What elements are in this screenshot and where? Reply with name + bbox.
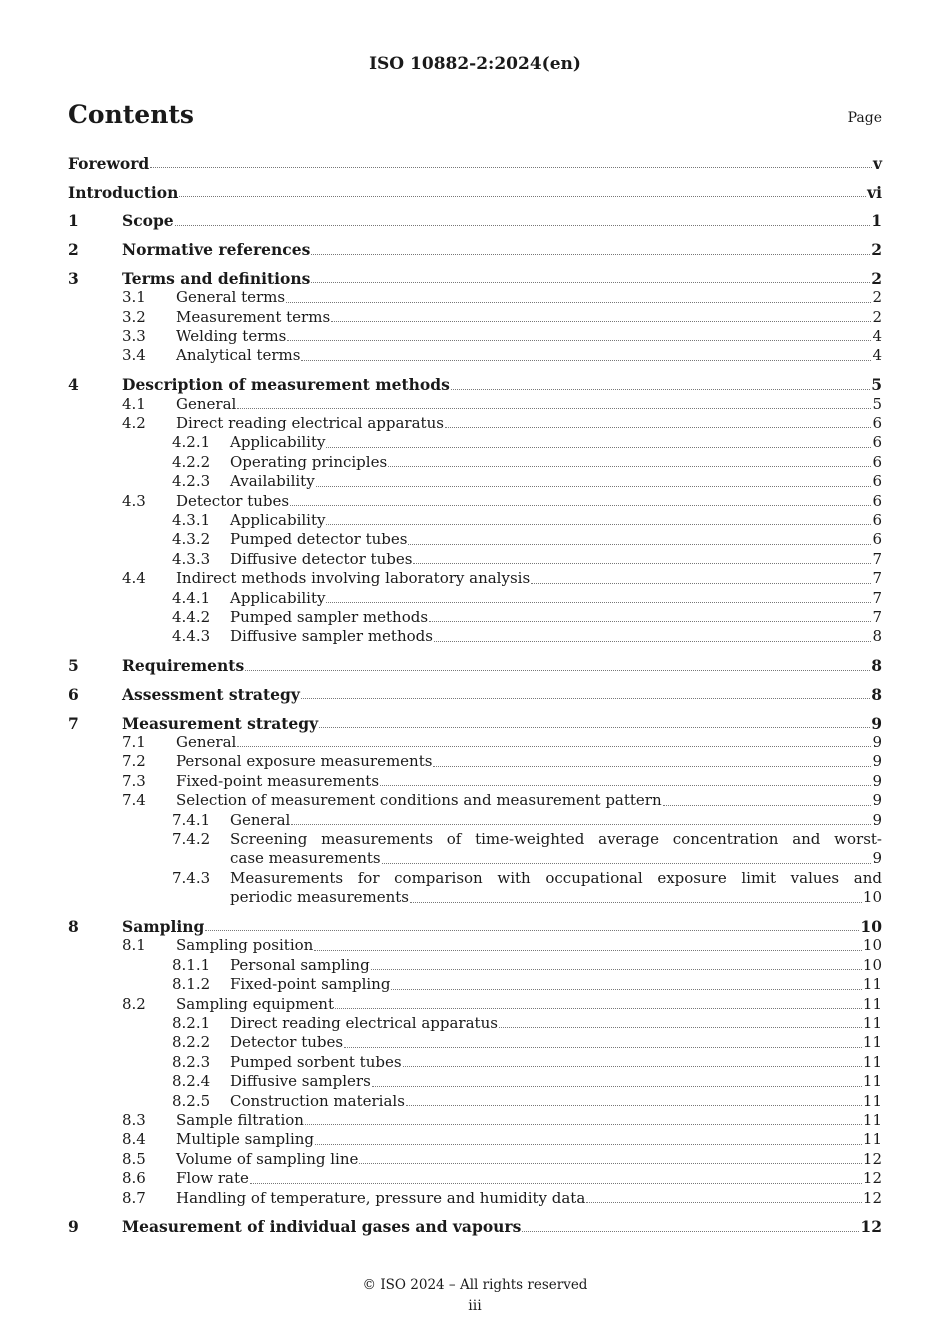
toc-entry-title: Sampling equipment bbox=[176, 994, 334, 1013]
toc-entry-7[interactable] bbox=[68, 714, 882, 733]
leader-dots bbox=[531, 583, 871, 584]
toc-entry-number: 8.2.4 bbox=[172, 1072, 211, 1091]
toc-entry-title-line1: Measurements for comparison with occupational exposure limit values and bbox=[230, 868, 882, 887]
toc-entry-title: Availability bbox=[230, 472, 315, 491]
toc-entry-page: 12 bbox=[862, 1169, 882, 1188]
toc-entry-page: 10 bbox=[862, 955, 882, 974]
toc-entry-number: 4.4 bbox=[122, 569, 146, 588]
toc-entry-title: General terms bbox=[176, 288, 286, 307]
leader-dots bbox=[326, 447, 871, 448]
toc-entry-number: 7.2 bbox=[122, 752, 146, 771]
toc-entry-page: 1 bbox=[871, 211, 882, 231]
toc-entry-title: Sample filtration bbox=[176, 1110, 304, 1129]
leader-dots bbox=[250, 1183, 862, 1184]
toc-entry-number: 8.2.3 bbox=[172, 1052, 211, 1071]
toc-entry-title: Diffusive samplers bbox=[230, 1072, 371, 1091]
toc-entry-page: 2 bbox=[871, 240, 882, 260]
leader-dots bbox=[316, 486, 872, 487]
page-column-label: Page bbox=[847, 110, 882, 126]
toc-entry-8-2-1[interactable] bbox=[68, 1014, 882, 1033]
toc-entry-8-5[interactable] bbox=[68, 1150, 882, 1169]
toc-entry-title: Applicability bbox=[230, 433, 326, 452]
toc-entry-title: Applicability bbox=[230, 588, 326, 607]
toc-entry-title: Personal exposure measurements bbox=[176, 752, 433, 771]
toc-entry-page: 7 bbox=[872, 549, 882, 568]
leader-dots bbox=[434, 641, 871, 642]
toc-entry-title: Pumped sorbent tubes bbox=[230, 1052, 402, 1071]
toc-entry-title: Multiple sampling bbox=[176, 1130, 315, 1149]
toc-entry-number: 8.3 bbox=[122, 1110, 146, 1129]
toc-entry-number: 9 bbox=[68, 1217, 79, 1237]
toc-entry-page: 8 bbox=[872, 627, 882, 646]
toc-entry-page: 10 bbox=[862, 888, 882, 907]
toc-entry-4-4[interactable] bbox=[68, 569, 882, 588]
toc-entry-8-4[interactable] bbox=[68, 1130, 882, 1149]
toc-entry-number: 8.2.1 bbox=[172, 1013, 211, 1032]
leader-dots bbox=[326, 524, 871, 525]
toc-entry-title: Foreword bbox=[68, 154, 150, 173]
toc-entry-4-2[interactable] bbox=[68, 414, 882, 433]
toc-entry-number: 4.2 bbox=[122, 413, 146, 432]
toc-entry-page: 4 bbox=[872, 346, 882, 365]
toc-entry-title: Sampling bbox=[122, 916, 205, 936]
toc-entry-title: Fixed-point sampling bbox=[230, 975, 391, 994]
toc-entry-page: 12 bbox=[860, 1217, 882, 1237]
leader-dots bbox=[237, 746, 871, 747]
toc-entry-3-2[interactable] bbox=[68, 308, 882, 327]
toc-entry-title: Personal sampling bbox=[230, 955, 370, 974]
toc-entry-8-2-3[interactable] bbox=[68, 1053, 882, 1072]
leader-dots bbox=[179, 196, 866, 197]
toc-entry-continuation[interactable] bbox=[68, 849, 882, 868]
toc-entry-3-4[interactable] bbox=[68, 346, 882, 365]
table-of-contents bbox=[68, 154, 882, 1237]
toc-entry-title: Sampling position bbox=[176, 936, 314, 955]
toc-entry-title: Direct reading electrical apparatus bbox=[230, 1013, 498, 1032]
toc-entry-number: 4.4.3 bbox=[172, 627, 211, 646]
toc-entry-page: 9 bbox=[872, 849, 882, 868]
leader-dots bbox=[382, 863, 872, 864]
toc-entry-number: 7.4 bbox=[122, 791, 146, 810]
toc-entry-page: 12 bbox=[862, 1149, 882, 1168]
toc-entry-page: 9 bbox=[872, 810, 882, 829]
toc-entry-number: 3.4 bbox=[122, 346, 146, 365]
toc-entry-page: 11 bbox=[862, 1033, 882, 1052]
toc-entry-title: Operating principles bbox=[230, 452, 388, 471]
toc-entry-8-2-5[interactable] bbox=[68, 1092, 882, 1111]
leader-dots bbox=[314, 950, 862, 951]
toc-entry-page: 5 bbox=[872, 394, 882, 413]
leader-dots bbox=[331, 321, 871, 322]
toc-entry-title: Assessment strategy bbox=[122, 684, 300, 704]
toc-entry-1[interactable] bbox=[68, 211, 882, 230]
toc-entry-page: 2 bbox=[872, 307, 882, 326]
toc-entry-9[interactable] bbox=[68, 1217, 882, 1236]
toc-entry-number: 4 bbox=[68, 375, 79, 395]
toc-entry-8-6[interactable] bbox=[68, 1169, 882, 1188]
toc-entry-4-2-2[interactable] bbox=[68, 453, 882, 472]
leader-dots bbox=[413, 563, 871, 564]
toc-entry-number: 4.4.1 bbox=[172, 588, 211, 607]
leader-dots bbox=[451, 389, 870, 390]
toc-entry-title: Welding terms bbox=[176, 327, 287, 346]
toc-entry-page: 10 bbox=[860, 916, 882, 936]
toc-entry-page: 6 bbox=[872, 491, 882, 510]
toc-entry-title: General bbox=[176, 732, 237, 751]
toc-entry-number: 4.3 bbox=[122, 491, 146, 510]
toc-entry-8-1[interactable] bbox=[68, 936, 882, 955]
leader-dots bbox=[305, 1124, 862, 1125]
toc-entry-page: 11 bbox=[862, 1052, 882, 1071]
toc-entry-title: Detector tubes bbox=[230, 1033, 344, 1052]
toc-entry-number: 4.2.3 bbox=[172, 472, 211, 491]
toc-entry-page: 11 bbox=[862, 1110, 882, 1129]
toc-entry-8-3[interactable] bbox=[68, 1111, 882, 1130]
toc-entry-page: 9 bbox=[872, 752, 882, 771]
toc-entry-page: 11 bbox=[862, 994, 882, 1013]
toc-entry-title: Volume of sampling line bbox=[176, 1149, 359, 1168]
toc-entry-number: 3.2 bbox=[122, 307, 146, 326]
toc-entry-number: 7.4.1 bbox=[172, 810, 211, 829]
leader-dots bbox=[286, 302, 871, 303]
toc-entry-title: Diffusive sampler methods bbox=[230, 627, 433, 646]
toc-entry-4-4-1[interactable] bbox=[68, 589, 882, 608]
leader-dots bbox=[311, 282, 870, 283]
toc-entry-8-1-1[interactable] bbox=[68, 956, 882, 975]
leader-dots bbox=[372, 1086, 862, 1087]
toc-entry-page: 11 bbox=[862, 1130, 882, 1149]
leader-dots bbox=[433, 766, 871, 767]
leader-dots bbox=[290, 505, 871, 506]
toc-entry-page: 6 bbox=[872, 413, 882, 432]
toc-entry-number: 7.3 bbox=[122, 771, 146, 790]
leader-dots bbox=[150, 167, 872, 168]
toc-entry-title: periodic measurements bbox=[230, 888, 409, 907]
toc-entry-page: 12 bbox=[862, 1188, 882, 1207]
copyright-footer: © ISO 2024 – All rights reserved bbox=[362, 1277, 588, 1293]
toc-entry-title: General bbox=[176, 394, 237, 413]
toc-entry-title: Measurement terms bbox=[176, 307, 331, 326]
leader-dots bbox=[301, 698, 870, 699]
toc-entry-page: 2 bbox=[872, 288, 882, 307]
toc-entry-page: vi bbox=[867, 182, 882, 202]
toc-entry-number: 7 bbox=[68, 713, 79, 733]
toc-entry-continuation[interactable] bbox=[68, 888, 882, 907]
toc-entry-title: Normative references bbox=[122, 240, 311, 260]
toc-entry-8[interactable] bbox=[68, 917, 882, 936]
toc-entry-number: 7.4.3 bbox=[172, 868, 211, 887]
toc-entry-number: 2 bbox=[68, 240, 79, 260]
toc-entry-4-3-2[interactable] bbox=[68, 530, 882, 549]
toc-entry-page: v bbox=[872, 154, 882, 173]
toc-entry-page: 7 bbox=[872, 608, 882, 627]
toc-entry-number: 8.6 bbox=[122, 1169, 146, 1188]
toc-entry-page: 6 bbox=[872, 472, 882, 491]
toc-entry-title: Selection of measurement conditions and measurement pattern bbox=[176, 791, 662, 810]
toc-entry-title: Detector tubes bbox=[176, 491, 290, 510]
toc-entry-7-2[interactable] bbox=[68, 752, 882, 771]
page-number: iii bbox=[468, 1298, 482, 1314]
toc-entry-3-3[interactable] bbox=[68, 327, 882, 346]
toc-entry-title: Introduction bbox=[68, 182, 179, 202]
toc-entry-number: 8.4 bbox=[122, 1130, 146, 1149]
toc-entry-4-4-2[interactable] bbox=[68, 608, 882, 627]
toc-entry-page: 4 bbox=[872, 327, 882, 346]
toc-entry-page: 7 bbox=[872, 588, 882, 607]
toc-entry-4-2-3[interactable] bbox=[68, 472, 882, 491]
toc-entry-title: Analytical terms bbox=[176, 346, 301, 365]
toc-entry-number: 6 bbox=[68, 684, 79, 704]
toc-entry-3[interactable] bbox=[68, 269, 882, 288]
leader-dots bbox=[301, 360, 871, 361]
leader-dots bbox=[291, 824, 871, 825]
toc-entry-number: 4.2.1 bbox=[172, 433, 211, 452]
leader-dots bbox=[175, 225, 871, 226]
leader-dots bbox=[408, 544, 871, 545]
leader-dots bbox=[205, 930, 859, 931]
toc-entry-title: Measurement strategy bbox=[122, 713, 319, 733]
toc-entry-title: Pumped sampler methods bbox=[230, 608, 429, 627]
toc-entry-title: Scope bbox=[122, 211, 174, 231]
toc-entry-number: 8.2 bbox=[122, 994, 146, 1013]
document-id-header: ISO 10882-2:2024(en) bbox=[369, 54, 581, 74]
toc-entry-number: 7.1 bbox=[122, 732, 146, 751]
toc-entry-page: 6 bbox=[872, 530, 882, 549]
toc-entry-number: 8 bbox=[68, 916, 79, 936]
toc-entry-page: 8 bbox=[871, 656, 882, 676]
toc-entry-number: 8.2.5 bbox=[172, 1091, 211, 1110]
leader-dots bbox=[359, 1163, 862, 1164]
leader-dots bbox=[663, 805, 872, 806]
toc-entry-title: case measurements bbox=[230, 849, 381, 868]
contents-title: Contents bbox=[68, 100, 195, 129]
toc-entry-8-7[interactable] bbox=[68, 1189, 882, 1208]
toc-entry-title: Construction materials bbox=[230, 1091, 405, 1110]
toc-entry-title: Applicability bbox=[230, 510, 326, 529]
toc-entry-7-4-1[interactable] bbox=[68, 811, 882, 830]
toc-entry-page: 9 bbox=[872, 771, 882, 790]
leader-dots bbox=[499, 1027, 862, 1028]
toc-entry-8-2[interactable] bbox=[68, 995, 882, 1014]
toc-entry-title: Fixed-point measurements bbox=[176, 771, 380, 790]
leader-dots bbox=[445, 427, 872, 428]
toc-entry-page: 11 bbox=[862, 1072, 882, 1091]
toc-entry-number: 8.1 bbox=[122, 936, 146, 955]
toc-entry-page: 6 bbox=[872, 433, 882, 452]
toc-entry-3-1[interactable] bbox=[68, 288, 882, 307]
toc-entry-7-3[interactable] bbox=[68, 772, 882, 791]
toc-entry-number: 1 bbox=[68, 211, 79, 231]
toc-entry-page: 11 bbox=[862, 1013, 882, 1032]
toc-entry-number: 4.2.2 bbox=[172, 452, 211, 471]
leader-dots bbox=[410, 902, 862, 903]
toc-entry-number: 4.3.1 bbox=[172, 510, 211, 529]
toc-entry-4-4-3[interactable] bbox=[68, 627, 882, 646]
toc-entry-2[interactable] bbox=[68, 240, 882, 259]
leader-dots bbox=[522, 1231, 859, 1232]
toc-entry-8-2-4[interactable] bbox=[68, 1072, 882, 1091]
toc-entry-number: 8.7 bbox=[122, 1188, 146, 1207]
toc-entry-title: Indirect methods involving laboratory analysis bbox=[176, 569, 531, 588]
toc-entry-title: Diffusive detector tubes bbox=[230, 549, 413, 568]
toc-entry-4-2-1[interactable] bbox=[68, 433, 882, 452]
leader-dots bbox=[326, 602, 871, 603]
toc-entry-8-2-2[interactable] bbox=[68, 1033, 882, 1052]
toc-entry-page: 6 bbox=[872, 510, 882, 529]
toc-entry-number: 4.3.3 bbox=[172, 549, 211, 568]
leader-dots bbox=[391, 989, 861, 990]
leader-dots bbox=[245, 670, 870, 671]
toc-entry-introduction[interactable] bbox=[68, 183, 882, 202]
leader-dots bbox=[237, 408, 871, 409]
leader-dots bbox=[403, 1066, 862, 1067]
toc-entry-7-4-3[interactable] bbox=[68, 869, 882, 888]
toc-entry-page: 10 bbox=[862, 936, 882, 955]
toc-entry-page: 7 bbox=[872, 569, 882, 588]
toc-entry-title: Measurement of individual gases and vapours bbox=[122, 1217, 522, 1237]
toc-entry-5[interactable] bbox=[68, 656, 882, 675]
toc-entry-4-3-3[interactable] bbox=[68, 550, 882, 569]
leader-dots bbox=[380, 785, 871, 786]
toc-entry-title: Pumped detector tubes bbox=[230, 530, 408, 549]
leader-dots bbox=[287, 340, 871, 341]
toc-entry-foreword[interactable] bbox=[68, 154, 882, 173]
leader-dots bbox=[406, 1105, 862, 1106]
toc-entry-page: 11 bbox=[862, 975, 882, 994]
toc-entry-number: 4.4.2 bbox=[172, 608, 211, 627]
toc-entry-number: 3 bbox=[68, 268, 79, 288]
toc-entry-page: 6 bbox=[872, 452, 882, 471]
leader-dots bbox=[319, 727, 870, 728]
leader-dots bbox=[315, 1144, 862, 1145]
leader-dots bbox=[311, 254, 870, 255]
leader-dots bbox=[335, 1008, 862, 1009]
toc-entry-page: 2 bbox=[871, 268, 882, 288]
toc-entry-number: 8.2.2 bbox=[172, 1033, 211, 1052]
toc-entry-number: 8.5 bbox=[122, 1149, 146, 1168]
toc-entry-number: 8.1.1 bbox=[172, 955, 211, 974]
toc-entry-7-1[interactable] bbox=[68, 733, 882, 752]
toc-entry-4-3-1[interactable] bbox=[68, 511, 882, 530]
toc-entry-8-1-2[interactable] bbox=[68, 975, 882, 994]
toc-entry-page: 11 bbox=[862, 1091, 882, 1110]
toc-entry-7-4[interactable] bbox=[68, 791, 882, 810]
toc-entry-title: General bbox=[230, 810, 291, 829]
toc-entry-title: Terms and definitions bbox=[122, 268, 311, 288]
toc-entry-number: 4.1 bbox=[122, 394, 146, 413]
toc-entry-page: 9 bbox=[871, 713, 882, 733]
toc-entry-number: 7.4.2 bbox=[172, 829, 211, 848]
toc-entry-title: Handling of temperature, pressure and humidity data bbox=[176, 1188, 586, 1207]
toc-entry-title: Flow rate bbox=[176, 1169, 249, 1188]
toc-entry-title: Direct reading electrical apparatus bbox=[176, 413, 444, 432]
toc-entry-4[interactable] bbox=[68, 375, 882, 394]
leader-dots bbox=[586, 1202, 862, 1203]
toc-entry-6[interactable] bbox=[68, 685, 882, 704]
leader-dots bbox=[371, 969, 862, 970]
toc-entry-4-3[interactable] bbox=[68, 492, 882, 511]
leader-dots bbox=[388, 466, 871, 467]
toc-entry-title: Requirements bbox=[122, 656, 245, 676]
toc-entry-number: 8.1.2 bbox=[172, 975, 211, 994]
leader-dots bbox=[429, 621, 871, 622]
toc-entry-page: 9 bbox=[872, 791, 882, 810]
toc-entry-title-line1: Screening measurements of time-weighted average concentration and worst- bbox=[230, 829, 882, 848]
toc-entry-page: 5 bbox=[871, 375, 882, 395]
toc-entry-number: 5 bbox=[68, 656, 79, 676]
toc-entry-page: 9 bbox=[872, 732, 882, 751]
toc-entry-title: Description of measurement methods bbox=[122, 375, 450, 395]
toc-entry-number: 3.1 bbox=[122, 288, 146, 307]
toc-entry-number: 3.3 bbox=[122, 327, 146, 346]
toc-entry-number: 4.3.2 bbox=[172, 530, 211, 549]
toc-entry-7-4-2[interactable] bbox=[68, 830, 882, 849]
toc-entry-page: 8 bbox=[871, 684, 882, 704]
leader-dots bbox=[344, 1047, 862, 1048]
toc-entry-4-1[interactable] bbox=[68, 395, 882, 414]
